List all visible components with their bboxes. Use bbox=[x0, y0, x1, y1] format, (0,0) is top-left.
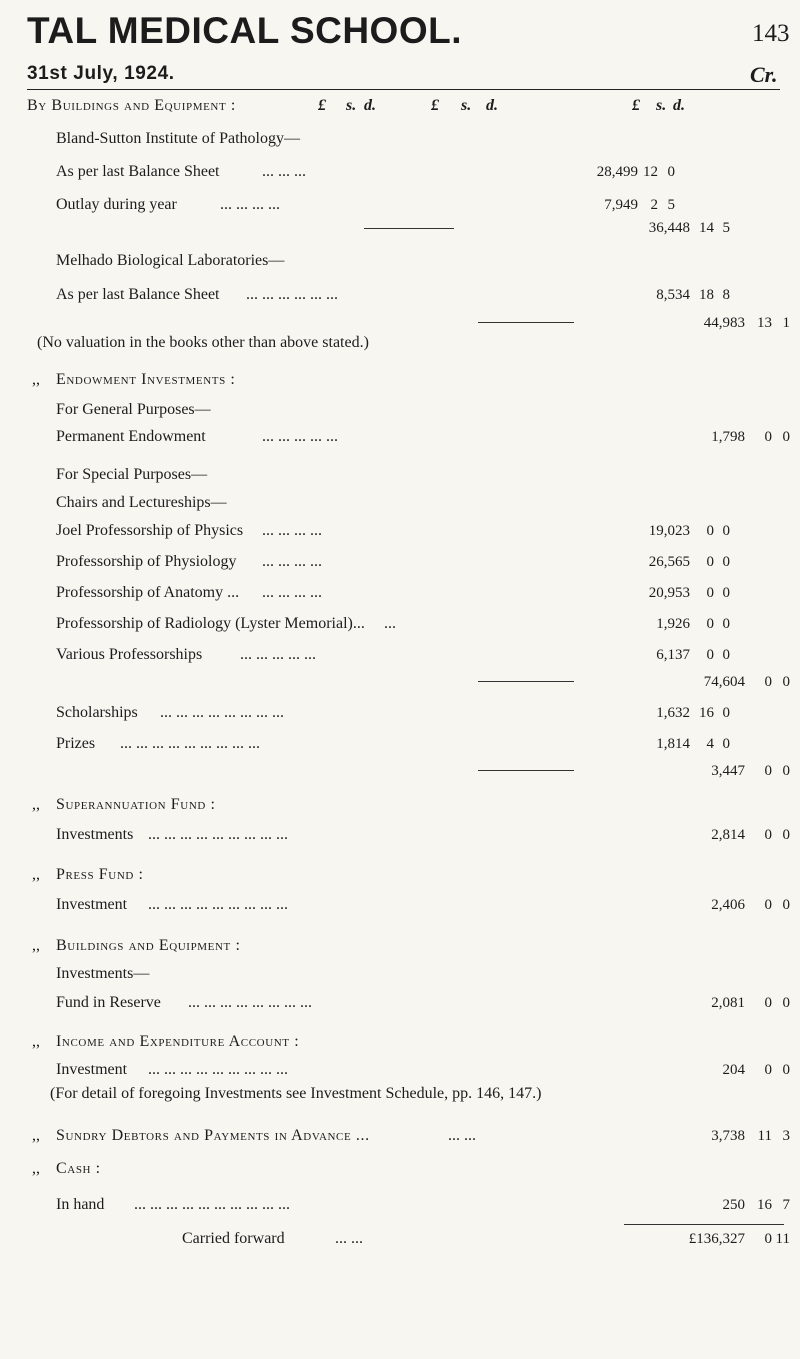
col3-pounds-head: £ bbox=[632, 97, 640, 114]
cash-in-hand-dots: ... ... ... ... ... ... ... ... ... ... bbox=[134, 1196, 290, 1213]
scholarships-pounds: 1,632 bbox=[656, 705, 690, 721]
scholarships-dots: ... ... ... ... ... ... ... ... bbox=[160, 704, 284, 721]
chair-label: Joel Professorship of Physics bbox=[56, 522, 244, 539]
col1-pence-head: d. bbox=[364, 97, 376, 114]
income-heading: Income and Expenditure Account : bbox=[56, 1033, 300, 1050]
page-number: 143 bbox=[752, 20, 790, 47]
bland-balance-shillings: 12 bbox=[643, 164, 658, 180]
valuation-note: (No valuation in the books other than above stated.) bbox=[37, 334, 369, 351]
fund-in-reserve-shillings: 0 bbox=[764, 995, 772, 1011]
col2-pence-head: d. bbox=[486, 97, 498, 114]
superannuation-label: Investments bbox=[56, 826, 134, 843]
melhado-balance-dots: ... ... ... ... ... ... bbox=[246, 286, 338, 303]
carried-forward-label: Carried forward bbox=[182, 1230, 285, 1247]
permanent-endowment-pounds: 1,798 bbox=[711, 429, 745, 445]
press-dots: ... ... ... ... ... ... ... ... ... bbox=[148, 896, 288, 913]
income-label: Investment bbox=[56, 1061, 128, 1078]
carried-forward-rule bbox=[624, 1224, 784, 1225]
prizes-label: Prizes bbox=[56, 735, 96, 752]
col1-pounds-head: £ bbox=[318, 97, 326, 114]
melhado-shillings: 18 bbox=[699, 287, 714, 303]
special-purposes-label: For Special Purposes— bbox=[56, 466, 208, 483]
bland-total-pounds: 36,448 bbox=[648, 220, 690, 236]
general-purposes-label: For General Purposes— bbox=[56, 401, 211, 418]
bland-subtotal-rule bbox=[364, 228, 454, 229]
chair-dots: ... ... ... ... bbox=[262, 584, 322, 601]
superannuation-shillings: 0 bbox=[764, 827, 772, 843]
bland-balance-dots: ... ... ... bbox=[262, 163, 306, 180]
melhado-pounds: 8,534 bbox=[656, 287, 690, 303]
cash-heading: Cash : bbox=[56, 1160, 101, 1177]
income-pounds: 204 bbox=[722, 1062, 745, 1078]
sundry-shillings: 11 bbox=[757, 1128, 772, 1144]
bland-balance-pence: 0 bbox=[667, 164, 675, 180]
prizes-pence: 0 bbox=[722, 736, 730, 752]
permanent-endowment-label: Permanent Endowment bbox=[56, 428, 206, 445]
bland-total-pence: 5 bbox=[722, 220, 730, 236]
chair-dots: ... ... ... ... bbox=[262, 553, 322, 570]
chairs-label: Chairs and Lectureships— bbox=[56, 494, 227, 511]
buildings-inv-sub-label: Investments— bbox=[56, 965, 150, 982]
prizes-pounds: 1,814 bbox=[656, 736, 690, 752]
fund-in-reserve-dots: ... ... ... ... ... ... ... ... bbox=[188, 994, 312, 1011]
chair-pence: 0 bbox=[722, 647, 730, 663]
buildings-total-pence: 1 bbox=[782, 315, 790, 331]
chair-pounds: 26,565 bbox=[648, 554, 690, 570]
bland-total-shillings: 14 bbox=[699, 220, 714, 236]
credit-side-label: Cr. bbox=[750, 62, 778, 87]
chair-shillings: 0 bbox=[706, 554, 714, 570]
melhado-pence: 8 bbox=[722, 287, 730, 303]
sundry-heading: Sundry Debtors and Payments in Advance ... bbox=[56, 1127, 370, 1144]
buildings-total-rule bbox=[478, 322, 574, 323]
carried-forward-dots: ... ... bbox=[335, 1230, 363, 1247]
press-label: Investment bbox=[56, 896, 128, 913]
cash-in-hand-label: In hand bbox=[56, 1196, 105, 1213]
buildings-inv-heading: Buildings and Equipment : bbox=[56, 937, 241, 954]
chairs-total-rule bbox=[478, 681, 574, 682]
investment-schedule-note: (For detail of foregoing Investments see Investment Schedule, pp. 146, 147.) bbox=[50, 1085, 542, 1102]
chair-shillings: 0 bbox=[706, 523, 714, 539]
melhado-balance-label: As per last Balance Sheet bbox=[56, 286, 220, 303]
buildings-inv-prefix: ,, bbox=[32, 937, 40, 954]
chair-pounds: 20,953 bbox=[648, 585, 690, 601]
fund-in-reserve-pounds: 2,081 bbox=[711, 995, 745, 1011]
press-prefix: ,, bbox=[32, 866, 40, 883]
header-rule bbox=[27, 89, 780, 90]
chair-shillings: 0 bbox=[706, 616, 714, 632]
chair-label: Professorship of Radiology (Lyster Memorial)... bbox=[56, 615, 365, 632]
chair-shillings: 0 bbox=[706, 647, 714, 663]
melhado-label: Melhado Biological Laboratories— bbox=[56, 252, 285, 269]
chair-shillings: 0 bbox=[706, 585, 714, 601]
chair-pence: 0 bbox=[722, 554, 730, 570]
outlay-shillings: 2 bbox=[650, 197, 658, 213]
chair-pence: 0 bbox=[722, 616, 730, 632]
chair-dots: ... ... ... ... ... bbox=[240, 646, 316, 663]
sundry-pounds: 3,738 bbox=[711, 1128, 745, 1144]
prizes-shillings: 4 bbox=[706, 736, 714, 752]
income-shillings: 0 bbox=[764, 1062, 772, 1078]
permanent-endowment-pence: 0 bbox=[782, 429, 790, 445]
col2-pounds-head: £ bbox=[431, 97, 439, 114]
bland-balance-pounds: 28,499 bbox=[596, 164, 638, 180]
chair-pence: 0 bbox=[722, 585, 730, 601]
sundry-dots: ... ... bbox=[448, 1127, 476, 1144]
outlay-pounds: 7,949 bbox=[604, 197, 638, 213]
col3-pence-head: d. bbox=[673, 97, 685, 114]
permanent-endowment-shillings: 0 bbox=[764, 429, 772, 445]
chair-dots: ... bbox=[384, 615, 396, 632]
cash-prefix: ,, bbox=[32, 1160, 40, 1177]
bland-sutton-label: Bland-Sutton Institute of Pathology— bbox=[56, 130, 300, 147]
superannuation-pounds: 2,814 bbox=[711, 827, 745, 843]
press-pence: 0 bbox=[782, 897, 790, 913]
carried-forward-pence: 11 bbox=[775, 1231, 790, 1247]
press-pounds: 2,406 bbox=[711, 897, 745, 913]
endowment-prefix: ,, bbox=[32, 371, 40, 388]
income-dots: ... ... ... ... ... ... ... ... ... bbox=[148, 1061, 288, 1078]
outlay-label: Outlay during year bbox=[56, 196, 177, 213]
chair-label: Various Professorships bbox=[56, 646, 203, 663]
col2-shillings-head: s. bbox=[461, 97, 472, 114]
income-pence: 0 bbox=[782, 1062, 790, 1078]
chair-pounds: 1,926 bbox=[656, 616, 690, 632]
chair-pounds: 6,137 bbox=[656, 647, 690, 663]
chairs-total-pounds: 74,604 bbox=[703, 674, 745, 690]
buildings-total-pounds: 44,983 bbox=[703, 315, 745, 331]
chair-label: Professorship of Anatomy ... bbox=[56, 584, 240, 601]
scholarships-shillings: 16 bbox=[699, 705, 714, 721]
page-title: TAL MEDICAL SCHOOL. bbox=[27, 10, 462, 51]
chair-pence: 0 bbox=[722, 523, 730, 539]
scholarships-prizes-total-shillings: 0 bbox=[764, 763, 772, 779]
outlay-pence: 5 bbox=[667, 197, 675, 213]
endowment-heading: Endowment Investments : bbox=[56, 371, 236, 388]
buildings-total-shillings: 13 bbox=[757, 315, 772, 331]
chairs-total-shillings: 0 bbox=[764, 674, 772, 690]
scholarships-prizes-total-pence: 0 bbox=[782, 763, 790, 779]
sundry-prefix: ,, bbox=[32, 1127, 40, 1144]
press-shillings: 0 bbox=[764, 897, 772, 913]
chair-label: Professorship of Physiology bbox=[56, 553, 237, 570]
chair-dots: ... ... ... ... bbox=[262, 522, 322, 539]
cash-in-hand-pounds: 250 bbox=[722, 1197, 745, 1213]
scholarships-prizes-total-pounds: 3,447 bbox=[711, 763, 745, 779]
fund-in-reserve-label: Fund in Reserve bbox=[56, 994, 161, 1011]
press-heading: Press Fund : bbox=[56, 866, 144, 883]
superannuation-pence: 0 bbox=[782, 827, 790, 843]
statement-date: 31st July, 1924. bbox=[27, 63, 175, 84]
carried-forward-pounds: £136,327 bbox=[688, 1231, 745, 1247]
fund-in-reserve-pence: 0 bbox=[782, 995, 790, 1011]
col1-shillings-head: s. bbox=[346, 97, 357, 114]
scholarships-label: Scholarships bbox=[56, 704, 138, 721]
cash-in-hand-pence: 7 bbox=[782, 1197, 790, 1213]
cash-in-hand-shillings: 16 bbox=[757, 1197, 772, 1213]
bland-balance-label: As per last Balance Sheet bbox=[56, 163, 220, 180]
superannuation-dots: ... ... ... ... ... ... ... ... ... bbox=[148, 826, 288, 843]
scholarships-total-rule bbox=[478, 770, 574, 771]
sundry-pence: 3 bbox=[782, 1128, 790, 1144]
chair-pounds: 19,023 bbox=[648, 523, 690, 539]
col3-shillings-head: s. bbox=[656, 97, 667, 114]
superannuation-prefix: ,, bbox=[32, 796, 40, 813]
carried-forward-shillings: 0 bbox=[764, 1231, 772, 1247]
permanent-endowment-dots: ... ... ... ... ... bbox=[262, 428, 338, 445]
scholarships-pence: 0 bbox=[722, 705, 730, 721]
income-prefix: ,, bbox=[32, 1033, 40, 1050]
prizes-dots: ... ... ... ... ... ... ... ... ... bbox=[120, 735, 260, 752]
buildings-heading: By Buildings and Equipment : bbox=[27, 97, 236, 114]
chairs-total-pence: 0 bbox=[782, 674, 790, 690]
outlay-dots: ... ... ... ... bbox=[220, 196, 280, 213]
superannuation-heading: Superannuation Fund : bbox=[56, 796, 216, 813]
